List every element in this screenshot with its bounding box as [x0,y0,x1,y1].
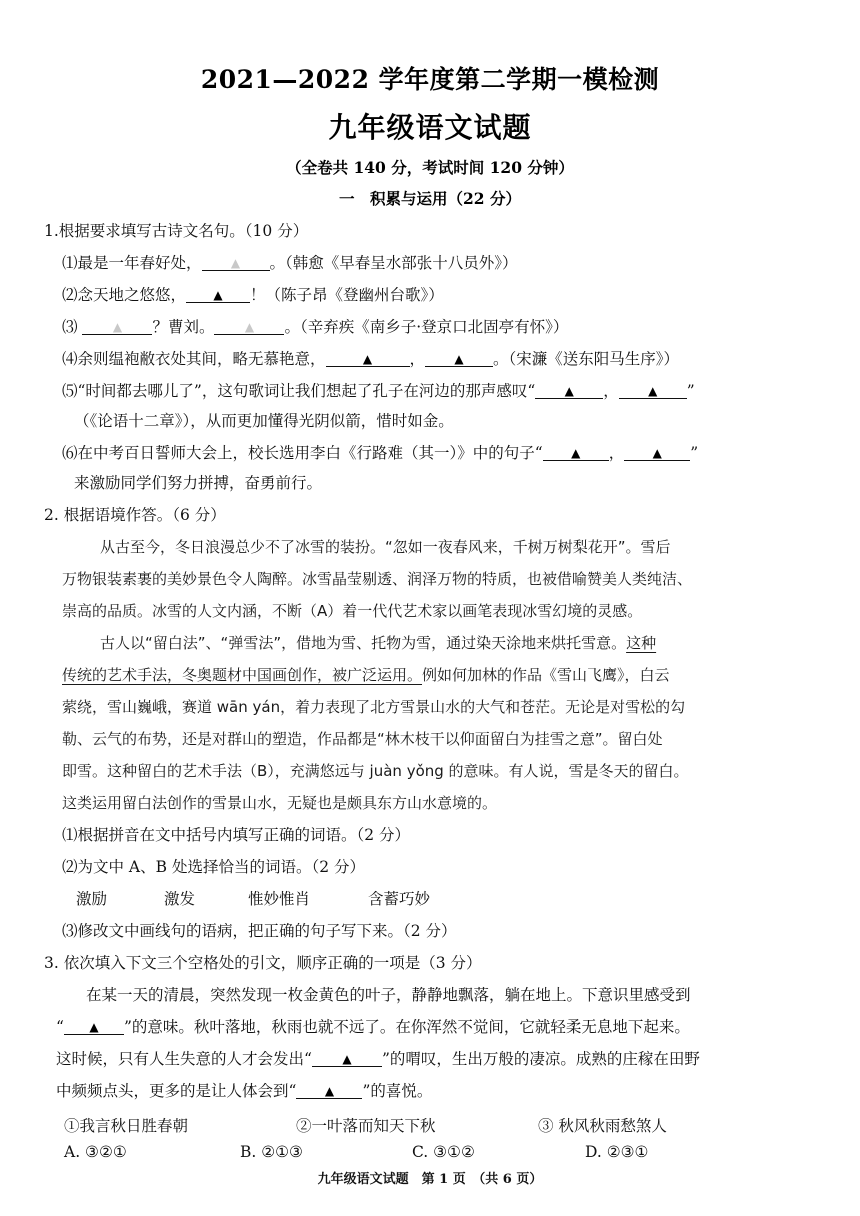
exam-info: （全卷共 140 分，考试时间 120 分钟） [286,158,574,177]
q1-item-5-continued: （《论语十二章》），从而更加懂得光阴似箭，惜时如金。 [74,412,454,430]
blank-marker-icon: ▲ [342,1052,352,1066]
quote-mark: “ [56,1018,64,1036]
answer-blank[interactable] [64,1016,124,1035]
q1-item-2-text-a: ⑵念天地之悠悠， [62,286,187,304]
q1-item-4 [62,348,679,370]
answer-blank[interactable] [296,1080,362,1099]
q2-sub-question-2: ⑵为文中 A、B 处选择恰当的词语。（2 分） [62,858,365,876]
answer-blank[interactable] [535,380,603,399]
q1-item-6-text-a: ⑹在中考百日誓师大会上，校长选用李白《行路难（其一）》中的句子“ [62,444,543,462]
q2-passage-line: 勒、云气的布势，还是对群山的塑造，作品都是“林木枝干以仰面留白为挂雪之意”。留白处 [62,730,663,748]
q3-passage-text: ”的喟叹，生出万般的凄凉。成熟的庄稼在田野 [381,1050,700,1068]
answer-blank[interactable] [543,442,609,461]
blank-marker-icon: ▲ [213,288,223,302]
q2-passage-line: 从古至今，冬日浪漫总少不了冰雪的装扮。“忽如一夜春风来，千树万树梨花开”。雪后 [100,538,671,556]
q1-item-6-text-b: ， [608,444,625,462]
answer-option-b[interactable]: B. ②①③ [240,1143,303,1161]
blank-marker-icon: ▲ [324,1084,335,1098]
answer-blank[interactable] [619,380,687,399]
question-1-stem: 1.根据要求填写古诗文名句。（10 分） [44,222,309,240]
q1-item-4-text-c: 。（宋濂《送东阳马生序》） [493,350,680,368]
q2-passage-text: 例如何加林的作品《雪山飞鹰》，白云 [422,666,670,684]
subject-title: 九年级语文试题 [328,111,532,144]
q1-item-4-text-a: ⑷余则缊袍敝衣处其间，略无慕艳意， [62,350,326,368]
blank-marker-icon: ▲ [244,320,255,334]
blank-marker-icon: ▲ [454,352,464,366]
underlined-sentence: 这种 [626,634,657,652]
q1-item-1-text-b: 。（韩愈《早春呈水部张十八员外》） [269,254,518,272]
q2-sub-question-1: ⑴根据拼音在文中括号内填写正确的词语。（2 分） [62,826,411,844]
answer-blank[interactable] [82,316,152,335]
q1-item-5-text-c: ” [686,382,695,400]
answer-option-d[interactable]: D. ②③① [585,1143,649,1161]
q1-item-1-text-a: ⑴最是一年春好处， [62,254,202,272]
answer-blank[interactable] [186,284,250,303]
q3-passage-line: 在某一天的清晨，突然发现一枚金黄色的叶子，静静地飘落，躺在地上。下意识里感受到 [86,986,691,1004]
question-2-stem: 2. 根据语境作答。（6 分） [44,506,226,524]
answer-blank[interactable] [312,1048,382,1067]
quote-option: ②一叶落而知天下秋 [296,1117,436,1135]
blank-marker-icon: ▲ [362,352,373,366]
word-choice: 激励 [76,890,108,908]
q1-item-1 [62,252,518,274]
answer-blank[interactable] [326,348,410,367]
quote-option: ①我言秋日胜春朝 [64,1117,189,1135]
blank-marker-icon: ▲ [112,320,123,334]
q2-passage-line [62,664,670,686]
q1-item-3-text-a: ⑶ [62,318,83,336]
blank-marker-icon: ▲ [564,384,574,398]
blank-marker-icon: ▲ [652,446,662,460]
section-heading: 一 积累与运用（22 分） [339,189,521,208]
q3-passage-text: 中频频点头，更多的是让人体会到“ [56,1082,297,1100]
blank-marker-icon: ▲ [89,1020,99,1034]
q1-item-3-text-b: ？曹刘。 [152,318,215,336]
word-choice: 含蓄巧妙 [368,890,431,908]
blank-marker-icon: ▲ [648,384,658,398]
q1-item-2 [62,284,444,306]
exam-title: 2021—2022 学年度第二学期一模检测 [200,65,660,94]
q3-passage-text: ”的意味。秋叶落地，秋雨也就不远了。在你浑然不觉间，它就轻柔无息地下起来。 [123,1018,690,1036]
q1-item-6-text-c: ” [690,444,699,462]
answer-option-c[interactable]: C. ③①② [412,1143,475,1161]
question-3-stem: 3. 依次填入下文三个空格处的引文，顺序正确的一项是（3 分） [44,954,482,972]
blank-marker-icon: ▲ [571,446,581,460]
q2-passage-line: 崇高的品质。冰雪的人文内涵，不断（A）着一代代艺术家以画笔表现冰雪幻境的灵感。 [62,602,643,620]
q1-item-3-text-c: 。（辛弃疾《南乡子·登京口北固亭有怀》） [284,318,569,336]
q1-item-4-text-b: ， [409,350,426,368]
q2-passage-line: 即雪。这种留白的艺术手法（B），充满悠远与 juàn yǒng 的意味。有人说，雪是冬天的留白。 [62,762,689,780]
q3-passage-text: 这时候，只有人生失意的人才会发出“ [56,1050,312,1068]
word-choice: 激发 [164,890,196,908]
q2-passage-line: 萦绕，雪山巍峨，赛道 wān yán，着力表现了北方雪景山水的大气和苍茫。无论是对雪松的勾 [62,698,686,716]
q2-passage-line: 这类运用留白法创作的雪景山水，无疑也是颇具东方山水意境的。 [62,794,498,812]
q3-passage-text: ”的喜悦。 [362,1082,433,1100]
q2-passage-text: 古人以“留白法”、“弹雪法”，借地为雪、托物为雪，通过染天涂地来烘托雪意。 [100,634,627,652]
answer-blank[interactable] [624,442,690,461]
q3-passage-line [56,1048,700,1070]
q2-passage-line [100,632,656,654]
answer-blank[interactable] [214,316,284,335]
q1-item-6-continued: 来激励同学们努力拼搏，奋勇前行。 [74,474,323,492]
q3-passage-line [56,1016,690,1038]
q1-item-3 [62,316,568,338]
q1-item-2-text-b: ！（陈子昂《登幽州台歌》） [250,286,444,304]
q1-item-6 [62,442,698,464]
page-footer: 九年级语文试题 第 1 页 （共 6 页） [317,1172,543,1187]
answer-option-a[interactable]: A. ③②① [64,1143,127,1161]
q1-item-5 [62,380,695,402]
q1-item-5-text-a: ⑸“时间都去哪儿了”，这句歌词让我们想起了孔子在河边的那声感叹“ [62,382,536,400]
quote-option: ③ 秋风秋雨愁煞人 [538,1117,667,1135]
answer-blank[interactable] [425,348,493,367]
q3-passage-line [56,1080,432,1102]
q1-item-5-text-b: ， [603,382,619,400]
underlined-sentence: 传统的艺术手法，冬奥题材中国画创作，被广泛运用。 [62,666,423,684]
q2-sub-question-3: ⑶修改文中画线句的语病，把正确的句子写下来。（2 分） [62,922,457,940]
q2-passage-line: 万物银装素裹的美妙景色令人陶醉。冰雪晶莹剔透、润泽万物的特质，也被借喻赞美人类纯洁、 [62,570,693,588]
answer-blank[interactable] [202,252,270,271]
blank-marker-icon: ▲ [230,256,241,270]
word-choice: 惟妙惟肖 [248,890,311,908]
